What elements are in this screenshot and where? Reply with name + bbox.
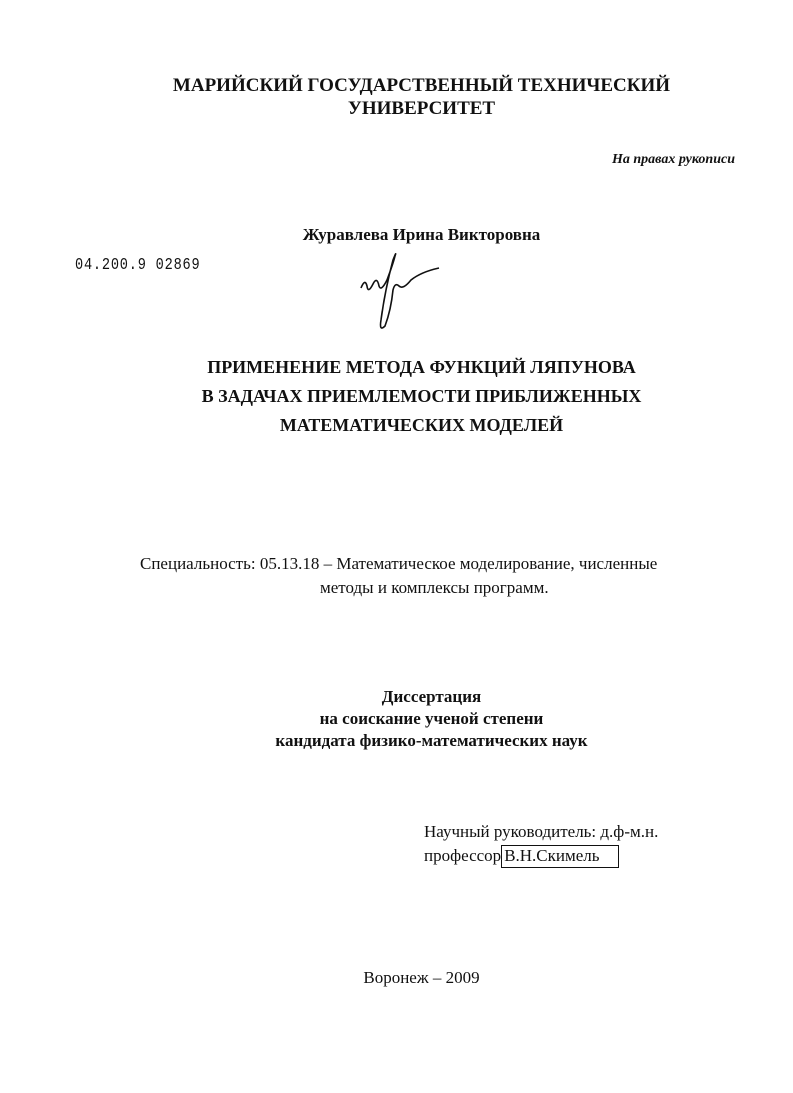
specialty-line1: Специальность: 05.13.18 – Математическое моделирование, численные: [140, 554, 658, 573]
dissertation-title: [0, 353, 793, 440]
degree-block: [10, 686, 793, 752]
manuscript-note: На правах рукописи: [612, 152, 735, 167]
advisor-title: профессор: [424, 846, 502, 865]
city-year: Воронеж – 2009: [363, 968, 480, 987]
degree-line1: Диссертация: [381, 687, 482, 706]
author-name: Журавлева Ирина Викторовна: [302, 225, 541, 244]
university-line1: МАРИЙСКИЙ ГОСУДАРСТВЕННЫЙ ТЕХНИЧЕСКИЙ: [172, 75, 671, 96]
advisor-name: В.Н.Скимель: [501, 845, 618, 868]
title-line2: В ЗАДАЧАХ ПРИЕМЛЕМОСТИ ПРИБЛИЖЕННЫХ: [201, 386, 642, 406]
archive-stamp: 04.200.9 02869: [75, 256, 201, 275]
title-line3: МАТЕМАТИЧЕСКИХ МОДЕЛЕЙ: [279, 415, 564, 435]
specialty-line2: методы и комплексы программ.: [320, 578, 549, 597]
university-name: [0, 74, 793, 120]
signature: [355, 250, 445, 335]
title-line1: ПРИМЕНЕНИЕ МЕТОДА ФУНКЦИЙ ЛЯПУНОВА: [207, 357, 636, 377]
degree-line3: кандидата физико-математических наук: [275, 731, 588, 750]
advisor-line2: [424, 846, 619, 866]
advisor-line1: Научный руководитель: д.ф-м.н.: [424, 822, 659, 841]
university-line2: УНИВЕРСИТЕТ: [347, 98, 496, 119]
degree-line2: на соискание ученой степени: [319, 709, 544, 728]
